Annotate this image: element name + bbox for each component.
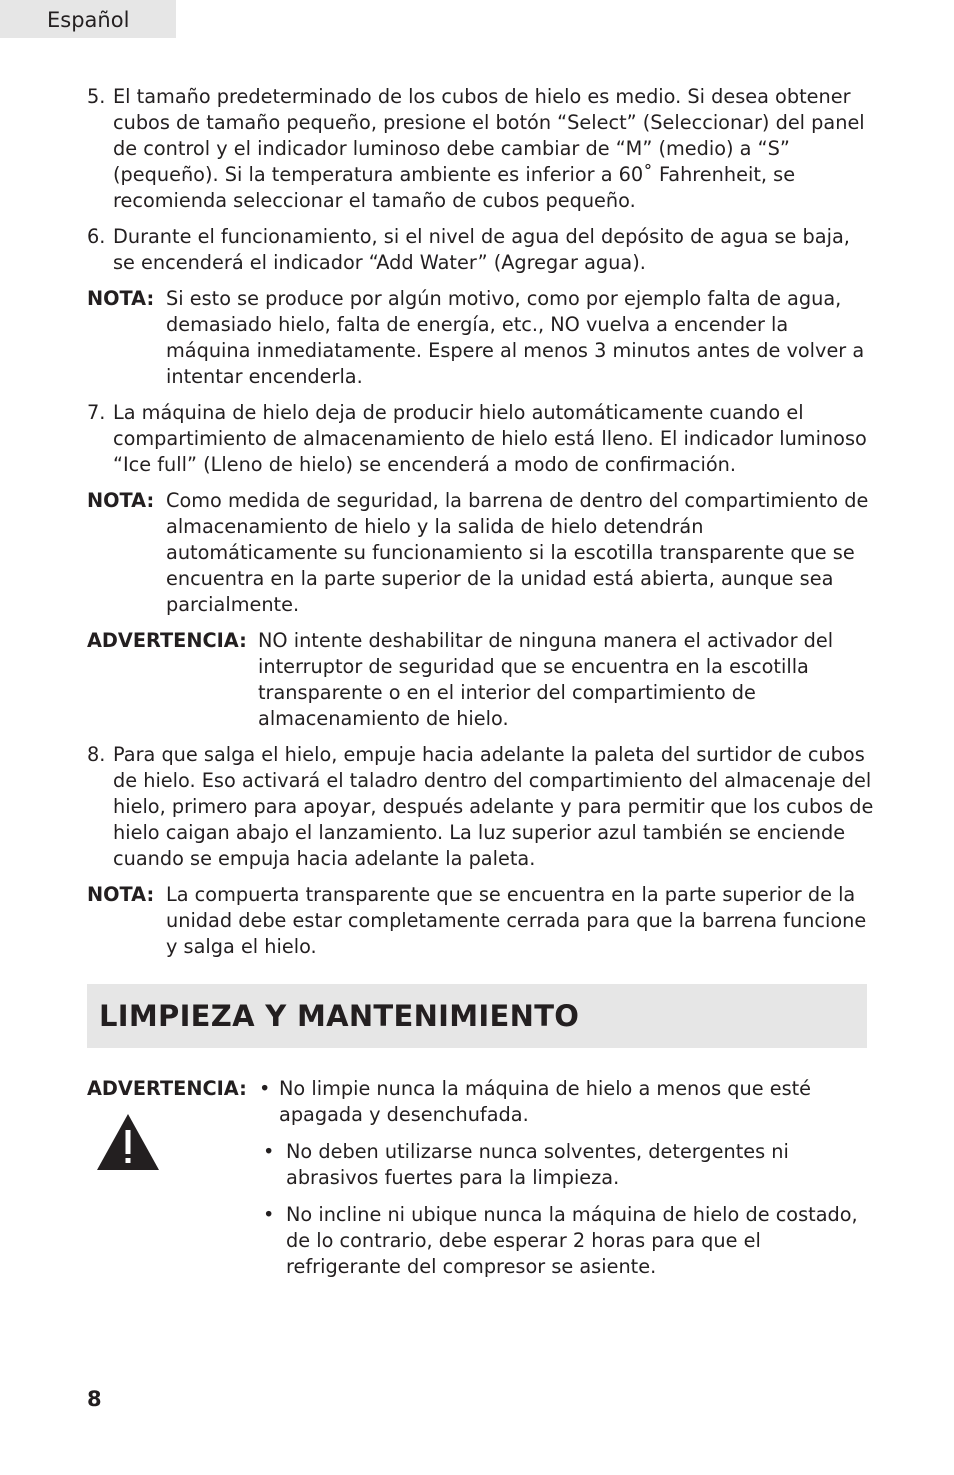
note-label: NOTA: [87,489,155,512]
bullet-item [259,1139,877,1191]
item-text: Para que salga el hielo, empuje hacia adelante la paleta del surtidor de cubos de hielo. Eso activará el taladro dentro del compartimiento del almacenaje del hielo, primero para apoyar, después adelante y para permitir que los cubos de hielo caigan abajo el lanzamiento. La luz superior azul también se enciende cuando se empuja hacia adelante la paleta. [113,743,874,870]
list-item-5 [87,84,877,214]
bullet-text: No deben utilizarse nunca solventes, detergentes ni abrasivos fuertes para la limpieza. [286,1140,789,1189]
bullet-text: No limpie nunca la máquina de hielo a menos que esté apagada y desenchufada. [279,1077,812,1126]
item-number: 5. [87,85,106,108]
section-header [87,984,867,1048]
note-text: La compuerta transparente que se encuentra en la parte superior de la unidad debe estar completamente cerrada para que la barrena funcione y salga el hielo. [166,883,867,958]
section-title: LIMPIEZA Y MANTENIMIENTO [99,999,580,1033]
bullet-item [259,1076,877,1128]
list-item-7 [87,400,877,478]
language-label: Español [47,8,130,32]
list-item-8 [87,742,877,872]
bullet-marker: • [259,1077,271,1100]
language-tab [0,0,176,38]
note-text: Como medida de seguridad, la barrena de dentro del compartimiento de almacenamiento de hielo y la salida de hielo detendrán automáticamente su funcionamiento si la escotilla transparente que se encuentra en la parte superior de la unidad está abierta, aunque sea parcialmente. [166,489,869,616]
warning-bullet-list [259,1076,877,1291]
page-number: 8 [87,1387,102,1411]
note-label: NOTA: [87,287,155,310]
item-number: 7. [87,401,106,424]
item-text: Durante el funcionamiento, si el nivel de agua del depósito de agua se baja, se encenderá el indicador “Add Water” (Agregar agua). [113,225,850,274]
warning-1 [87,628,877,732]
warning-text: NO intente deshabilitar de ninguna manera el activador del interruptor de seguridad que se encuentra en la escotilla transparente o en el interior del compartimiento de almacenamiento de hielo. [258,629,834,730]
note-text: Si esto se produce por algún motivo, como por ejemplo falta de agua, demasiado hielo, falta de energía, etc., NO vuelva a encender la máquina inmediatamente. Espere al menos 3 minutos antes de volver a intentar encenderla. [166,287,865,388]
bullet-item [259,1202,877,1280]
item-number: 8. [87,743,106,766]
bullet-marker: • [263,1140,275,1163]
bullet-marker: • [263,1203,275,1226]
note-label: NOTA: [87,883,155,906]
item-text: La máquina de hielo deja de producir hielo automáticamente cuando el compartimiento de almacenamiento de hielo está lleno. El indicador luminoso “Ice full” (Lleno de hielo) se encenderá a modo de confirmación. [113,401,867,476]
note-3 [87,882,877,960]
warning-triangle-icon [97,1114,159,1170]
bullet-text: No incline ni ubique nunca la máquina de hielo de costado, de lo contrario, debe esperar 2 horas para que el refrigerante del compresor se asiente. [286,1203,858,1278]
list-item-6 [87,224,877,276]
item-number: 6. [87,225,106,248]
warning-label: ADVERTENCIA: [87,629,247,652]
note-2 [87,488,877,618]
item-text: El tamaño predeterminado de los cubos de hielo es medio. Si desea obtener cubos de tamaño pequeño, presione el botón “Select” (Seleccionar) del panel de control y el indicador luminoso debe cambiar de “M” (medio) a “S” (pequeño). Si la temperatura ambiente es inferior a 60˚ Fahrenheit, se recomienda seleccionar el tamaño de cubos pequeño. [113,85,865,212]
instructions-body [87,84,877,970]
warning-label: ADVERTENCIA: [87,1077,247,1100]
note-1 [87,286,877,390]
